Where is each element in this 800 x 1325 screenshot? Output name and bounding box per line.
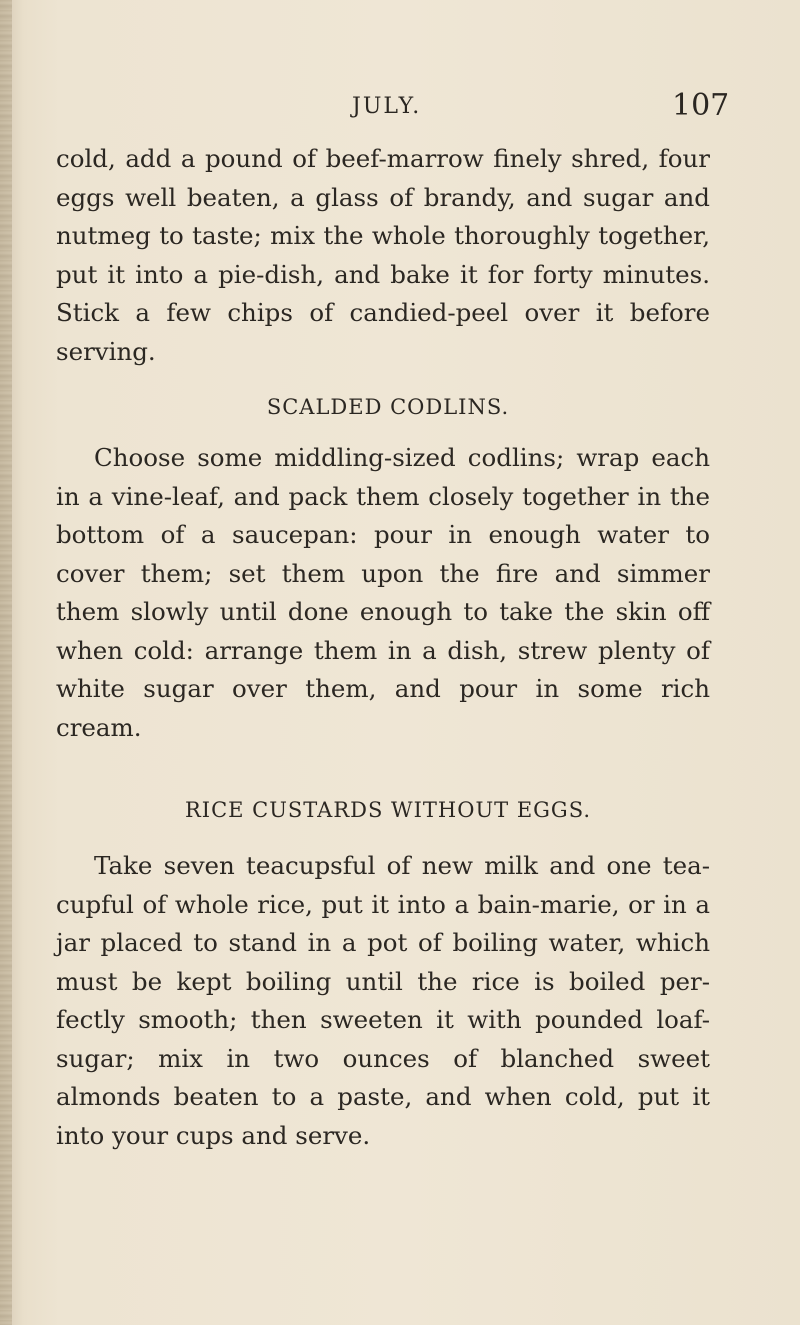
page-body <box>56 140 710 1155</box>
recipe-paragraph-scalded-codlins: Choose some middling-sized codlins; wrap each in a vine-leaf, and pack them closely together in the bottom of a saucepan: pour in enough water to cover them; set them upon the fire and simmer them slowly until done enough to take the skin off when cold: arrange them in a dish, strew plenty of white sugar over them, and pour in some rich cream. <box>56 443 710 742</box>
recipe-paragraph-rice-custards: Take seven teacupsful of new milk and one tea-cupful of whole rice, put it into a bain-marie, or in a jar placed to stand in a pot of boiling water, which must be kept boiling until the rice is boiled per-fectly smooth; then sweeten it with pounded loaf-sugar; mix in two ounces of blanched sweet almonds beaten to a paste, and when cold, put it into your cups and serve. <box>56 851 710 1150</box>
paragraph-continued: cold, add a pound of beef-marrow finely shred, four eggs well beaten, a glass of brandy, and sugar and nutmeg to taste; mix the whole thoroughly together, put it into a pie-dish, and bake it for forty minutes. Stick a few chips of candied-peel over it before serving. <box>56 144 710 366</box>
recipe-heading-rice-custards: RICE CUSTARDS WITHOUT EGGS. <box>184 798 592 822</box>
page-number: 107 <box>672 88 730 123</box>
recipe-heading-scalded-codlins: SCALDED CODLINS. <box>266 395 510 419</box>
running-head <box>0 88 800 124</box>
binding-edge <box>0 0 12 1325</box>
running-head-title: JULY. <box>352 94 422 119</box>
